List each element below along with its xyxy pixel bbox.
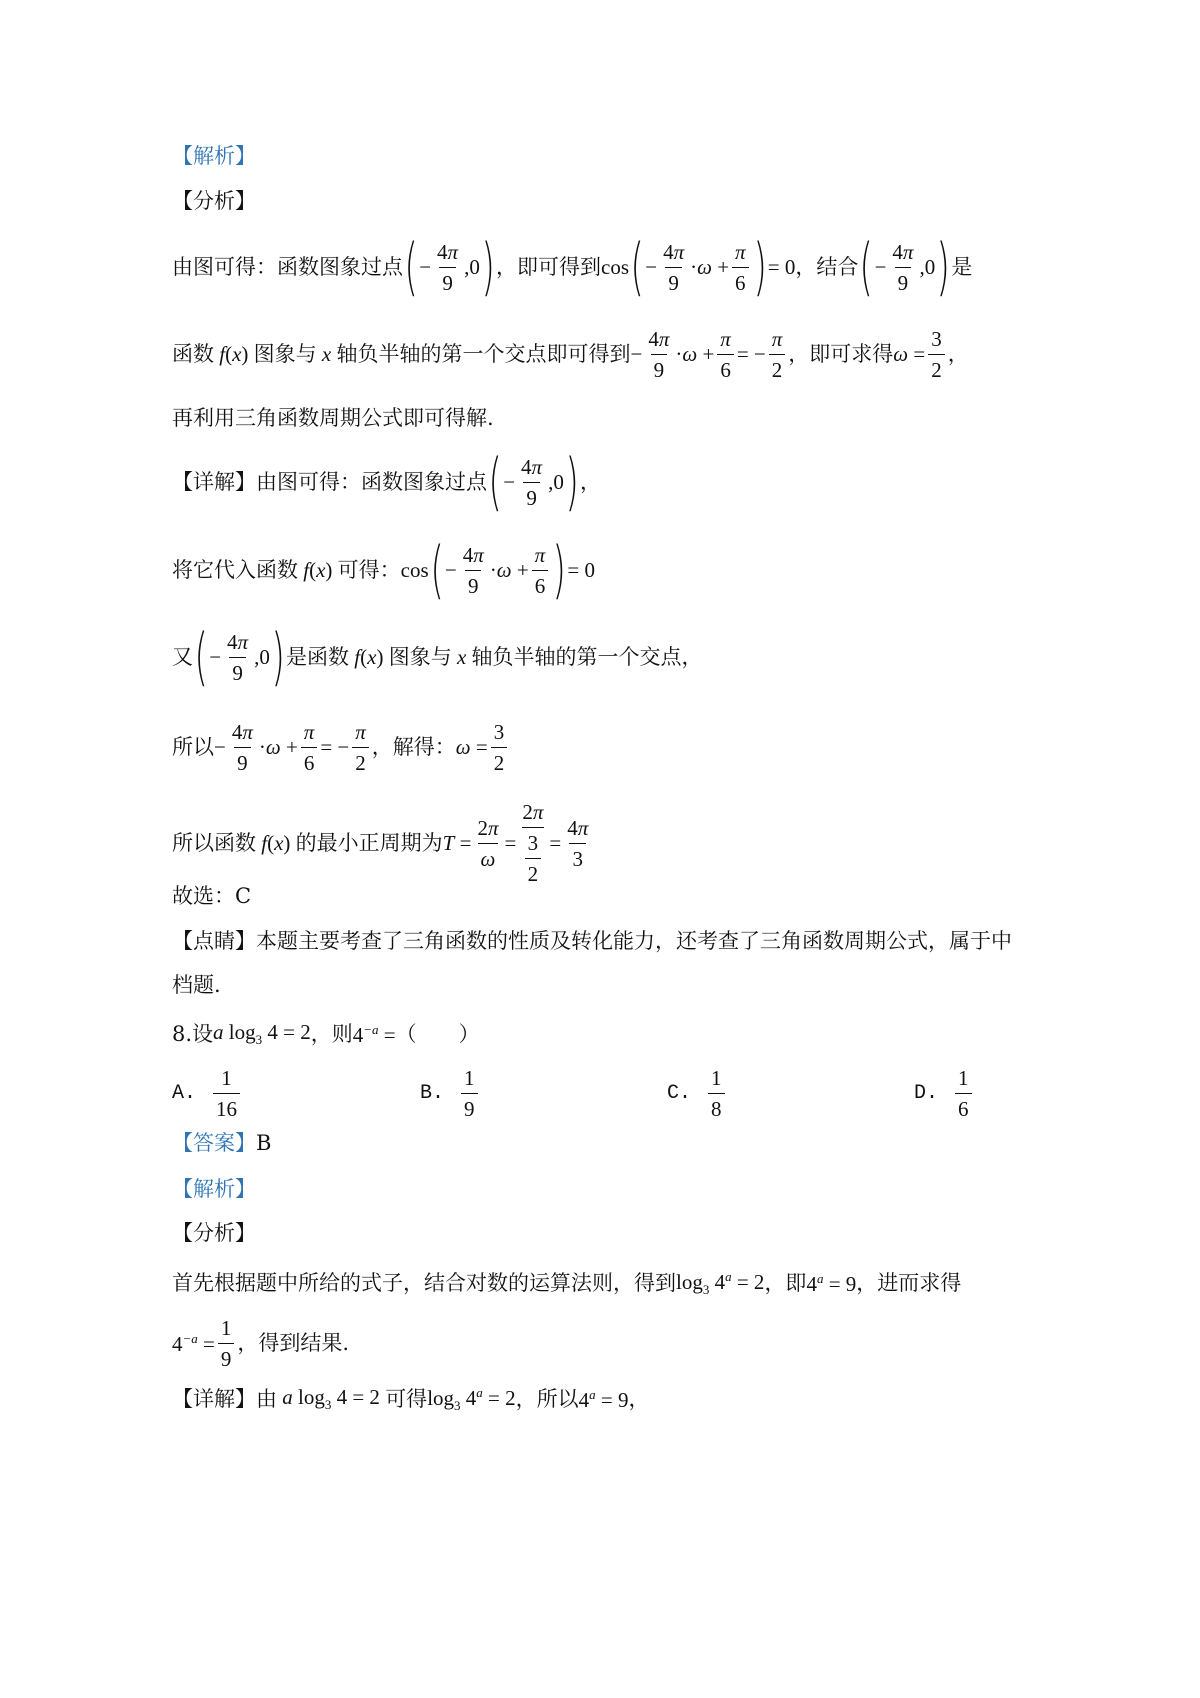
dianjing-line-2: 档题. [172,973,221,997]
dianjing-line-1 [172,931,1012,952]
xiangjie-tag: 【详解】 [172,470,256,495]
option-a[interactable]: A. $\frac{1}{16}$ [172,1066,243,1121]
detail-line-1: 【详解】 由图可得：函数图象过点 ( − $\frac{4\pi}{9}$ ,0 ) ， [172,445,602,519]
detail-line-5: 所以函数 f(x) 的最小正周期为 T = $\frac{2\pi}{\omega}$ = $\frac{2\pi}{\frac{3}{2}}$ = $\frac{4\pi}{3}$ [172,800,589,887]
text: 图象与 [253,342,317,367]
choice-line: 故选：C [172,884,252,908]
text: 首先根据题中所给的式子，结合对数的运算法则，得到 [172,1270,676,1295]
text: 轴负半轴的第一个交点即可得到 [336,342,631,367]
xiangjie-tag: 【详解】 [172,1386,256,1411]
analysis-line-2: 函数 f(x) 图象与 x 轴负半轴的第一个交点即可得到 − $\frac{4\pi}{9}$ ·ω + $\frac{\pi}{6}$ = − $\frac{\pi}{2}$ ，即可求得 ω = $\frac{3}{2}$ ， [172,327,969,383]
dianjing-tag: 【点睛】 [172,929,256,953]
text: ，则 [310,1021,353,1046]
text: 由 [256,1386,277,1411]
text: 又 [172,645,193,670]
q8-detail-line-1: 【详解】 由 a $\log_3 4 = 2$ 可得 $\log_3 4^a = 2$ ，所以 $4^a = 9$ ， [172,1385,650,1414]
analysis-line-3: 再利用三角函数周期公式即可得解. [172,406,494,430]
option-c[interactable]: C. $\frac{1}{8}$ [667,1066,728,1121]
answer-tag: 【答案】 [172,1131,256,1155]
text: 轴负半轴的第一个交点， [471,645,703,670]
text: ，解得： [371,735,456,760]
jiexi-heading-2: 【解析】 [172,1177,256,1201]
text: 将它代入函数 [172,558,298,583]
q8-analysis-line-1: 首先根据题中所给的式子，结合对数的运算法则，得到 $\log_3 4^a = 2$ ，即 $4^a = 9$ ，进而求得 [172,1269,962,1298]
text: 由图可得：函数图象过点 [256,470,487,495]
text: 是函数 [286,645,350,670]
text: （ ） [395,1021,480,1046]
text: ，所以 [515,1386,579,1411]
text: 的最小正周期为 [295,830,443,855]
text: 所以函数 [172,830,256,855]
answer-line [172,1133,271,1154]
option-d[interactable]: D. $\frac{1}{6}$ [914,1066,975,1121]
text: ，结合 [795,255,859,280]
text: 8.设 [172,1021,214,1046]
fenxi-heading-2: 【分析】 [172,1221,256,1245]
text: 所以 [172,735,214,760]
answer-value: B [256,1131,272,1155]
text: 图象与 [388,645,452,670]
text: 可得 [385,1386,428,1411]
option-b[interactable]: B. $\frac{1}{9}$ [420,1066,481,1121]
text: ，即可得到 [496,255,602,280]
text: ，得到结果. [237,1331,350,1356]
analysis-line-1: 由图可得：函数图象过点 ( − $\frac{4\pi}{9}$ ,0 ) ，即可得到 cos ( − $\frac{4\pi}{9}$ ·ω + $\frac{\pi}{6}$ ) = 0 ，结合 ( − $\frac{4\pi}{9}$ ,0 ) 是 [172,230,973,304]
text: 本题主要考查了三角函数的性质及转化能力，还考查了三角函数周期公式，属于中 [256,929,1012,953]
text: 是 [951,255,973,280]
text: ，即 [764,1270,807,1295]
text: 由图可得：函数图象过点 [172,255,403,280]
text: ，即可求得 [788,342,894,367]
detail-line-2: 将它代入函数 f(x) 可得： cos ( − $\frac{4\pi}{9}$ ·ω + $\frac{\pi}{6}$ ) = 0 [172,533,595,607]
fenxi-heading: 【分析】 [172,189,256,213]
q8-analysis-line-2: $4^{-a}$ = $\frac{1}{9}$ ，得到结果. [172,1316,350,1372]
text: 函数 [172,342,214,367]
text: ，进而求得 [856,1270,962,1295]
detail-line-3: 又 ( − $\frac{4\pi}{9}$ ,0 ) 是函数 f(x) 图象与 x 轴负半轴的第一个交点， [172,620,703,694]
text: 可得： [337,558,401,583]
question-8-stem: 8.设 a $\log_3 4 = 2$ ，则 $4^{-a}$ = （ ） [172,1020,480,1048]
detail-line-4: 所以 − $\frac{4\pi}{9}$ ·ω + $\frac{\pi}{6}$ = − $\frac{\pi}{2}$ ，解得： ω = $\frac{3}{2}$ [172,720,510,775]
jiexi-heading: 【解析】 [172,144,256,168]
